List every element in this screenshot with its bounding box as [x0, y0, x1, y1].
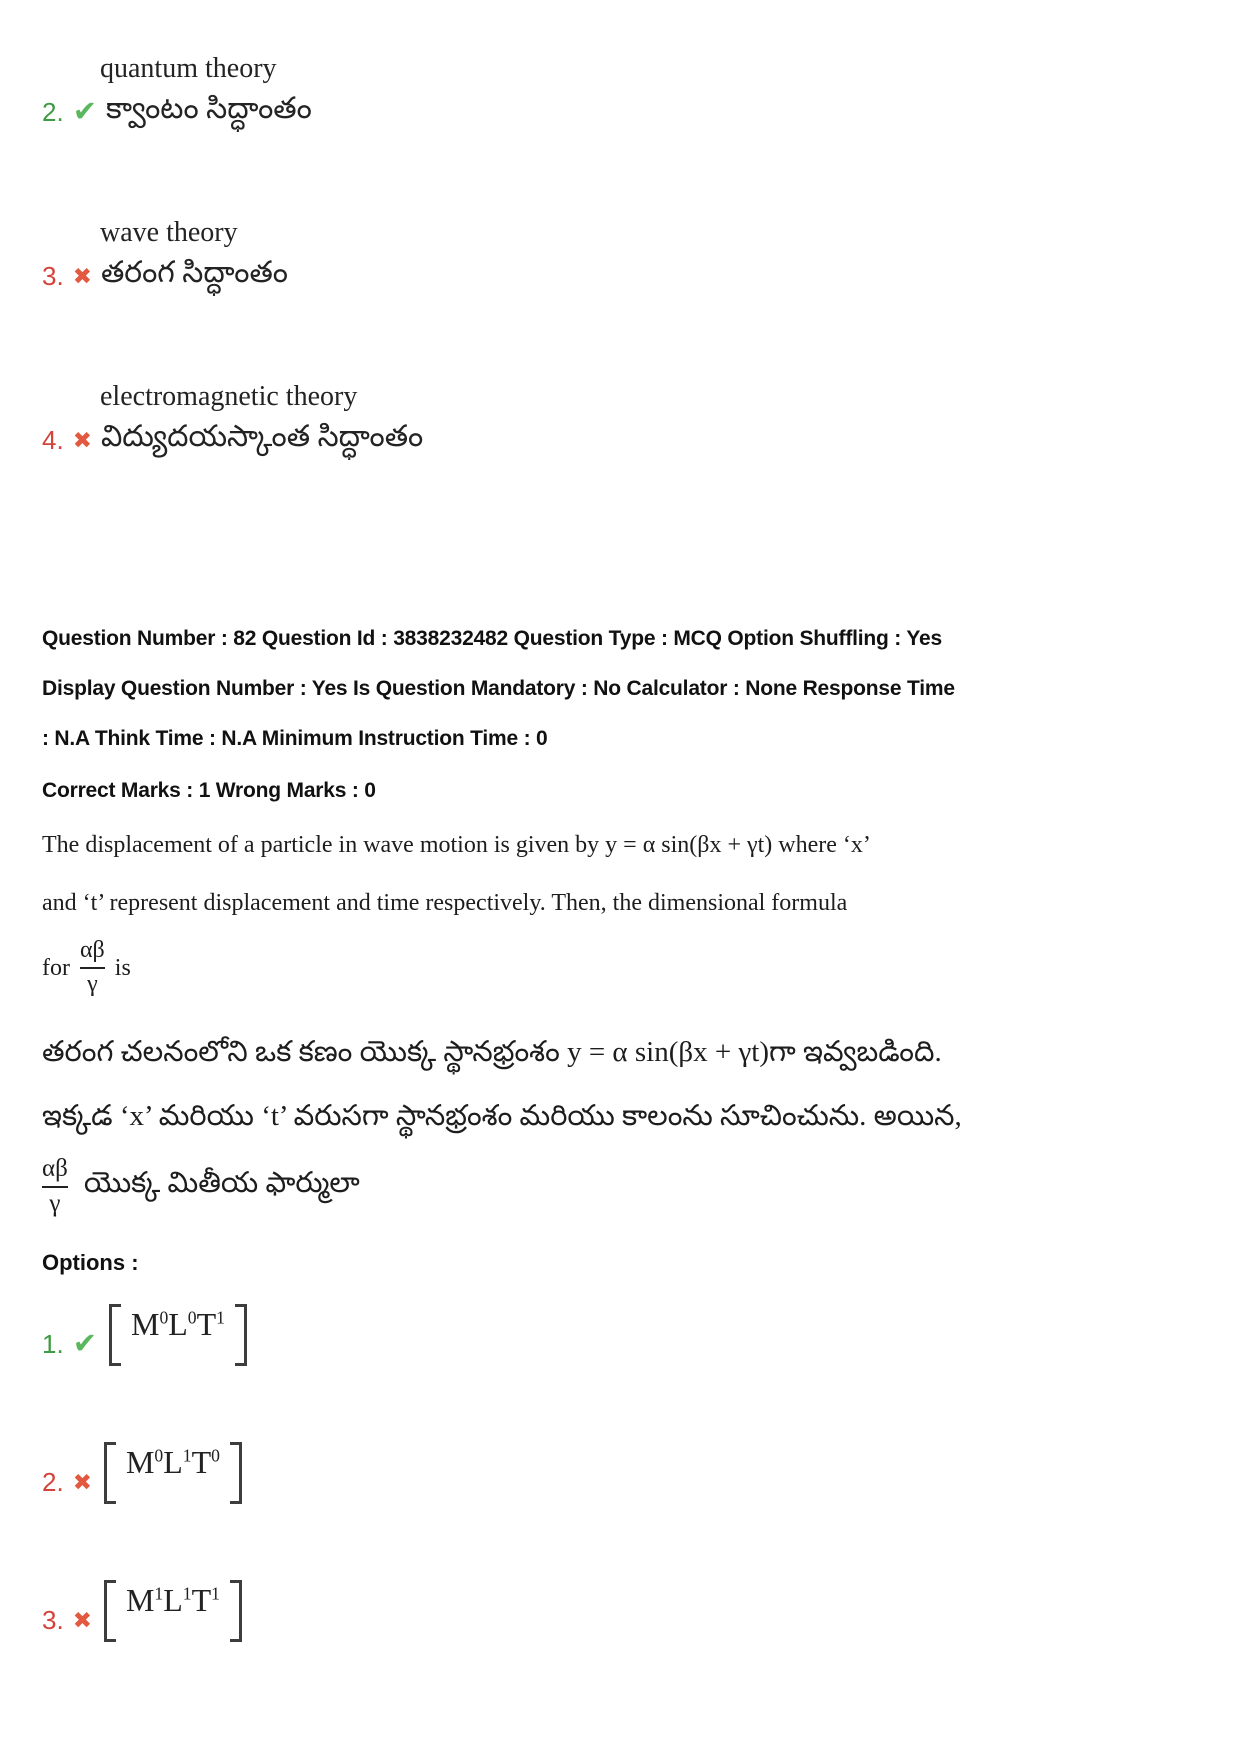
metadata-line-2: Display Question Number : Yes Is Question Mandatory : No Calculator : None Response Time [42, 677, 955, 700]
wrong-cross-icon: ✖ [72, 1469, 92, 1495]
dimensional-formula-text [121, 1304, 235, 1366]
wave-equation-formula: y = α sin(βx + γt) [605, 832, 773, 858]
right-bracket [230, 1442, 242, 1504]
fraction-denominator: γ [49, 1190, 61, 1217]
dimension-exponent: 1 [211, 1583, 220, 1604]
answer-option-2 [42, 1442, 1200, 1504]
dimension-exponent: 1 [216, 1307, 225, 1328]
wrong-cross-icon: ✖ [72, 1607, 92, 1633]
dimension-base: M [125, 1444, 155, 1480]
dimensional-formula-text [116, 1442, 230, 1504]
telugu-fraction-row [42, 1148, 1200, 1226]
for-fraction-row [42, 932, 1200, 1004]
dimensional-formula [109, 1304, 247, 1366]
dimension-exponent: 1 [154, 1583, 164, 1604]
dimension-base: M [131, 1306, 160, 1342]
option-telugu-label: తరంగ సిద్ధాంతం [100, 255, 288, 289]
left-bracket [104, 1442, 116, 1504]
option-answer-row [42, 1467, 92, 1504]
dimension-exponent: 1 [182, 1583, 192, 1604]
option-number: 4. [42, 424, 64, 455]
dimension-base: L [168, 1306, 188, 1342]
fraction-bar [42, 1186, 68, 1188]
correct-check-icon: ✔ [72, 95, 97, 128]
option-telugu-label: విద్యుదయస్కాంత సిద్ధాంతం [100, 419, 424, 453]
question-english-part2: where ‘x’ [778, 832, 871, 858]
question-english-line-1 [42, 816, 1200, 874]
option-number: 3. [42, 1605, 64, 1635]
prev-question-option-4 [42, 380, 1200, 462]
option-answer-row [42, 1329, 97, 1366]
wrong-cross-icon: ✖ [72, 426, 92, 453]
option-answer-row [42, 90, 1200, 134]
alpha-beta-gamma-fraction [80, 937, 105, 998]
fraction-numerator: αβ [42, 1155, 68, 1183]
option-answer-row [42, 1605, 92, 1642]
option-number: 3. [42, 260, 64, 291]
option-answer-row [42, 254, 1200, 298]
right-bracket [230, 1580, 242, 1642]
marks-info: Correct Marks : 1 Wrong Marks : 0 [42, 779, 376, 802]
option-answer-row [42, 418, 1200, 462]
option-english-label: wave theory [100, 217, 238, 248]
dimension-base: T [196, 1306, 217, 1342]
dimension-base: L [163, 1444, 183, 1480]
answer-option-3 [42, 1580, 1200, 1642]
fraction-numerator: αβ [79, 937, 105, 964]
question-english-part1: The displacement of a particle in wave motion is given by [42, 832, 600, 858]
dimension-base: T [191, 1582, 212, 1618]
dimension-base: M [125, 1582, 155, 1618]
left-bracket [104, 1580, 116, 1642]
option-number: 1. [42, 1329, 64, 1359]
alpha-beta-gamma-fraction [42, 1155, 68, 1219]
dimensional-formula-text [116, 1580, 230, 1642]
question-metadata [42, 614, 1200, 764]
option-english-label: electromagnetic theory [100, 381, 358, 412]
option-telugu-label: క్వాంటం సిద్ధాంతం [106, 91, 312, 125]
option-english-label: quantum theory [100, 53, 277, 84]
right-bracket [235, 1304, 247, 1366]
prev-question-option-3 [42, 216, 1200, 298]
question-telugu-line-3: యొక్క మితీయ ఫార్ములా [83, 1167, 360, 1199]
fraction-denominator: γ [87, 971, 98, 997]
prev-question-option-2 [42, 52, 1200, 134]
dimensional-formula [104, 1580, 242, 1642]
answer-option-1 [42, 1304, 1200, 1366]
option-number: 2. [42, 1467, 64, 1497]
for-label: for [42, 954, 70, 981]
option-number: 2. [42, 96, 64, 127]
dimension-base: T [191, 1444, 212, 1480]
question-telugu-line-2: ఇక్కడ ‘x’ మరియు ‘t’ వరుసగా స్థానభ్రంశం మరియు కాలంను సూచించును. అయిన, [42, 1100, 962, 1132]
options-heading: Options : [42, 1250, 139, 1275]
is-label: is [114, 954, 131, 981]
dimension-exponent: 0 [154, 1445, 164, 1466]
wrong-cross-icon: ✖ [72, 262, 92, 289]
metadata-line-3: : N.A Think Time : N.A Minimum Instruction Time : 0 [42, 727, 548, 750]
question-english-line-2: and ‘t’ represent displacement and time respectively. Then, the dimensional formula [42, 890, 848, 916]
dimension-exponent: 0 [211, 1445, 220, 1466]
fraction-bar [80, 967, 105, 969]
dimensional-formula [104, 1442, 242, 1504]
dimension-exponent: 0 [187, 1307, 197, 1328]
dimension-exponent: 1 [182, 1445, 192, 1466]
left-bracket [109, 1304, 121, 1366]
dimension-base: L [163, 1582, 183, 1618]
question-telugu-line-1: తరంగ చలనంలోని ఒక కణం యొక్క స్థానభ్రంశం y = α sin(βx + γt)గా ఇవ్వబడింది. [42, 1036, 942, 1068]
metadata-line-1: Question Number : 82 Question Id : 3838232482 Question Type : MCQ Option Shuffling : Yes [42, 627, 942, 650]
dimension-exponent: 0 [159, 1307, 169, 1328]
question-text-english [42, 816, 1200, 932]
correct-check-icon: ✔ [72, 1328, 97, 1360]
